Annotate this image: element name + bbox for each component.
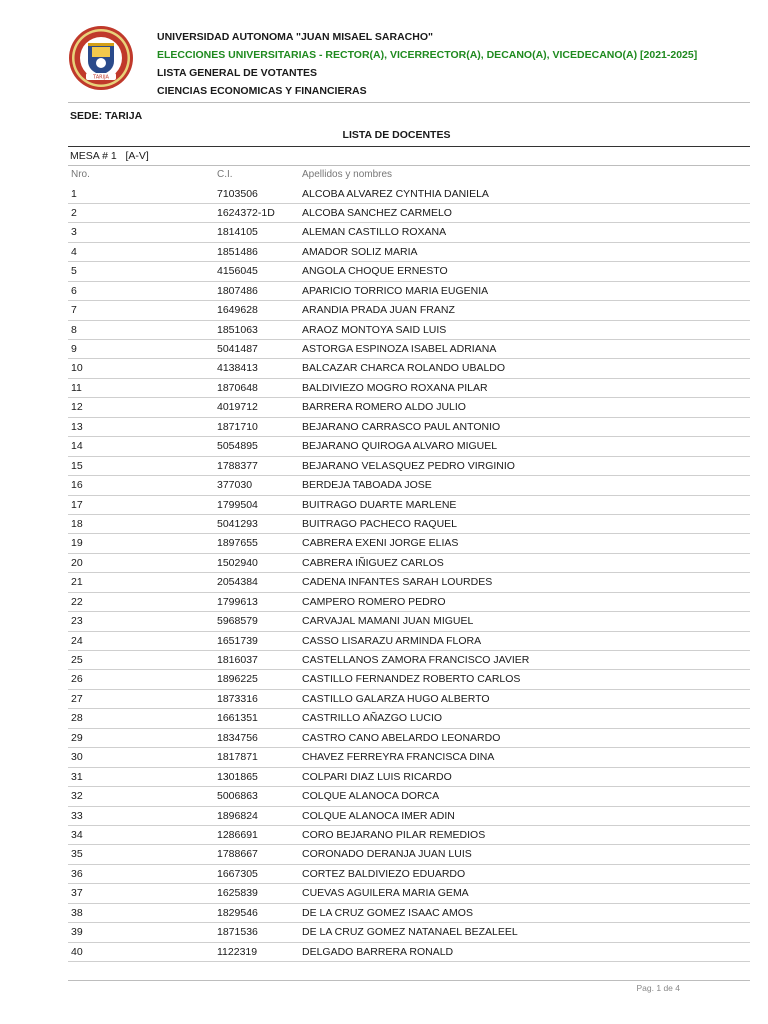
nro-cell: 28: [71, 712, 83, 725]
nro-cell: 20: [71, 556, 83, 569]
ci-cell: 1661351: [217, 712, 258, 725]
table-row: [68, 476, 750, 495]
name-cell: BARRERA ROMERO ALDO JULIO: [302, 401, 466, 414]
ci-cell: 1286691: [217, 828, 258, 841]
name-cell: COLQUE ALANOCA DORCA: [302, 790, 440, 803]
name-cell: BUITRAGO PACHECO RAQUEL: [302, 517, 457, 530]
name-cell: CASTILLO GALARZA HUGO ALBERTO: [302, 692, 490, 705]
svg-text:TARIJA: TARIJA: [93, 74, 109, 81]
nro-cell: 3: [71, 226, 77, 239]
name-cell: CADENA INFANTES SARAH LOURDES: [302, 576, 493, 589]
ci-cell: 1651739: [217, 634, 258, 647]
election-title: ELECCIONES UNIVERSITARIAS - RECTOR(A), VICERRECTOR(A), DECANO(A), VICEDECANO(A) [2021-2025]: [157, 49, 698, 61]
table-row: [68, 282, 750, 301]
ci-cell: 1788667: [217, 848, 258, 861]
ci-cell: 5006863: [217, 790, 258, 803]
ci-cell: 1624372-1D: [217, 206, 275, 219]
name-cell: CORONADO DERANJA JUAN LUIS: [302, 848, 472, 861]
name-cell: ASTORGA ESPINOZA ISABEL ADRIANA: [302, 343, 497, 355]
ci-cell: 1834756: [217, 731, 258, 744]
nro-cell: 23: [71, 615, 83, 628]
nro-cell: 36: [71, 867, 83, 880]
name-cell: DELGADO BARRERA RONALD: [302, 945, 454, 958]
nro-cell: 33: [71, 809, 83, 822]
ci-cell: 1301865: [217, 770, 258, 783]
name-cell: CABRERA IÑIGUEZ CARLOS: [302, 556, 444, 569]
nro-cell: 32: [71, 790, 83, 803]
nro-cell: 29: [71, 731, 83, 744]
nro-cell: 5: [71, 265, 77, 278]
nro-cell: 8: [71, 323, 77, 336]
list-title: LISTA GENERAL DE VOTANTES: [157, 67, 318, 79]
name-cell: CORTEZ BALDIVIEZO EDUARDO: [302, 867, 466, 880]
ci-cell: 2054384: [217, 576, 258, 589]
table-row: [68, 768, 750, 787]
nro-cell: 30: [71, 751, 83, 764]
name-cell: BEJARANO CARRASCO PAUL ANTONIO: [302, 420, 501, 433]
name-cell: CASSO LISARAZU ARMINDA FLORA: [302, 634, 482, 647]
table-row: [68, 943, 750, 962]
table-row: [68, 515, 750, 534]
ci-cell: 5041293: [217, 517, 258, 530]
name-cell: BERDEJA TABOADA JOSE: [302, 479, 432, 492]
name-cell: CASTELLANOS ZAMORA FRANCISCO JAVIER: [302, 654, 530, 666]
ci-cell: 1870648: [217, 381, 258, 394]
nro-cell: 39: [71, 926, 83, 939]
ci-cell: 1502940: [217, 556, 258, 569]
column-header-nro: Nro.: [71, 169, 90, 180]
nro-cell: 15: [71, 459, 83, 472]
table-row: [68, 651, 750, 670]
name-cell: BEJARANO VELASQUEZ PEDRO VIRGINIO: [302, 459, 515, 472]
table-row: [68, 204, 750, 223]
name-cell: ARAOZ MONTOYA SAID LUIS: [302, 323, 447, 336]
table-row: [68, 865, 750, 884]
ci-cell: 1817871: [217, 751, 258, 764]
table-row: [68, 398, 750, 417]
nro-cell: 17: [71, 498, 83, 511]
name-cell: BEJARANO QUIROGA ALVARO MIGUEL: [302, 440, 498, 453]
name-cell: ARANDIA PRADA JUAN FRANZ: [302, 304, 455, 317]
nro-cell: 7: [71, 304, 77, 317]
ci-cell: 4019712: [217, 401, 258, 414]
table-row: [68, 262, 750, 281]
table-row: [68, 185, 750, 204]
nro-cell: 40: [71, 945, 83, 958]
table-row: [68, 496, 750, 515]
name-cell: DE LA CRUZ GOMEZ NATANAEL BEZALEEL: [302, 926, 518, 939]
header-divider: [68, 102, 750, 103]
ci-cell: 1667305: [217, 867, 258, 880]
nro-cell: 11: [71, 381, 82, 394]
nro-cell: 16: [71, 479, 83, 492]
ci-cell: 1871536: [217, 926, 258, 939]
name-cell: ALEMAN CASTILLO ROXANA: [302, 226, 447, 239]
ci-cell: 1788377: [217, 459, 258, 472]
nro-cell: 22: [71, 595, 83, 608]
table-row: [68, 807, 750, 826]
table-row: [68, 554, 750, 573]
nro-cell: 34: [71, 828, 83, 841]
nro-cell: 21: [71, 576, 83, 589]
column-header-name: Apellidos y nombres: [302, 169, 393, 180]
table-row: [68, 534, 750, 553]
nro-cell: 4: [71, 245, 77, 258]
table-row: [68, 593, 750, 612]
name-cell: BALDIVIEZO MOGRO ROXANA PILAR: [302, 381, 488, 394]
table-row: [68, 223, 750, 242]
table-row: [68, 612, 750, 631]
table-row: [68, 632, 750, 651]
table-row: [68, 359, 750, 378]
name-cell: CABRERA EXENI JORGE ELIAS: [302, 537, 459, 550]
ci-cell: 1799504: [217, 498, 258, 511]
ci-cell: 1851486: [217, 245, 258, 258]
ci-cell: 1871710: [217, 420, 258, 433]
ci-cell: 1625839: [217, 887, 258, 900]
name-cell: ALCOBA SANCHEZ CARMELO: [302, 206, 452, 219]
ci-cell: 1829546: [217, 906, 258, 919]
nro-cell: 12: [71, 401, 83, 414]
nro-cell: 18: [71, 517, 83, 530]
ci-cell: 1873316: [217, 692, 258, 705]
name-cell: BUITRAGO DUARTE MARLENE: [302, 498, 457, 511]
table-row: [68, 826, 750, 845]
ci-cell: 377030: [217, 479, 253, 492]
column-header-ci: C.I.: [217, 169, 233, 180]
ci-cell: 1807486: [217, 284, 258, 297]
nro-cell: 10: [71, 362, 83, 375]
nro-cell: 6: [71, 284, 77, 297]
table-row: [68, 787, 750, 806]
name-cell: CORO BEJARANO PILAR REMEDIOS: [302, 828, 486, 841]
nro-cell: 27: [71, 692, 83, 705]
table-top-divider: [68, 146, 750, 147]
sede-label: SEDE: TARIJA: [70, 110, 143, 122]
footer-divider: [68, 980, 750, 981]
ci-cell: 1816037: [217, 654, 258, 666]
nro-cell: 9: [71, 343, 77, 355]
ci-cell: 1799613: [217, 595, 258, 608]
name-cell: CASTRO CANO ABELARDO LEONARDO: [302, 731, 501, 744]
name-cell: ANGOLA CHOQUE ERNESTO: [302, 265, 448, 278]
table-row: [68, 301, 750, 320]
ci-cell: 1897655: [217, 537, 258, 550]
nro-cell: 14: [71, 440, 83, 453]
mesa-label: MESA # 1 [A-V]: [70, 150, 149, 162]
nro-cell: 38: [71, 906, 83, 919]
nro-cell: 13: [71, 420, 83, 433]
name-cell: ALCOBA ALVAREZ CYNTHIA DANIELA: [302, 187, 489, 200]
ci-cell: 7103506: [217, 187, 258, 200]
nro-cell: 19: [71, 537, 83, 550]
university-seal-icon: [68, 25, 134, 91]
table-row: [68, 243, 750, 262]
list-name: LISTA DE DOCENTES: [342, 129, 451, 141]
table-row: [68, 670, 750, 689]
name-cell: CARVAJAL MAMANI JUAN MIGUEL: [302, 615, 474, 628]
name-cell: BALCAZAR CHARCA ROLANDO UBALDO: [302, 362, 506, 375]
ci-cell: 1122319: [217, 945, 258, 958]
page-number: Pag. 1 de 4: [636, 983, 680, 993]
table-row: [68, 573, 750, 592]
name-cell: CUEVAS AGUILERA MARIA GEMA: [302, 887, 469, 900]
nro-cell: 37: [71, 887, 83, 900]
table-row: [68, 923, 750, 942]
nro-cell: 31: [71, 770, 83, 783]
name-cell: APARICIO TORRICO MARIA EUGENIA: [302, 284, 489, 297]
name-cell: CHAVEZ FERREYRA FRANCISCA DINA: [302, 751, 495, 764]
ci-cell: 5041487: [217, 343, 258, 355]
ci-cell: 5054895: [217, 440, 258, 453]
ci-cell: 1814105: [217, 226, 258, 239]
ci-cell: 1896824: [217, 809, 258, 822]
table-row: [68, 437, 750, 456]
name-cell: CASTILLO FERNANDEZ ROBERTO CARLOS: [302, 673, 521, 686]
table-row: [68, 709, 750, 728]
table-row: [68, 418, 750, 437]
table-row: [68, 379, 750, 398]
table-row: [68, 729, 750, 748]
ci-cell: 1851063: [217, 323, 258, 336]
name-cell: COLPARI DIAZ LUIS RICARDO: [302, 770, 452, 783]
ci-cell: 4156045: [217, 265, 258, 278]
table-row: [68, 904, 750, 923]
table-row: [68, 884, 750, 903]
document-header: [157, 28, 697, 100]
nro-cell: 35: [71, 848, 83, 861]
name-cell: CAMPERO ROMERO PEDRO: [302, 595, 446, 608]
column-header-divider: [68, 165, 750, 166]
table-row: [68, 340, 750, 359]
table-row: [68, 321, 750, 340]
ci-cell: 1649628: [217, 304, 258, 317]
nro-cell: 25: [71, 654, 83, 666]
ci-cell: 4138413: [217, 362, 258, 375]
voter-table: [68, 185, 750, 963]
university-name: UNIVERSIDAD AUTONOMA "JUAN MISAEL SARACHO": [157, 31, 433, 43]
nro-cell: 24: [71, 634, 83, 647]
table-row: [68, 845, 750, 864]
name-cell: AMADOR SOLIZ MARIA: [302, 245, 418, 258]
name-cell: CASTRILLO AÑAZGO LUCIO: [302, 712, 443, 725]
nro-cell: 2: [71, 206, 77, 219]
name-cell: COLQUE ALANOCA IMER ADIN: [302, 809, 455, 822]
table-row: [68, 457, 750, 476]
nro-cell: 26: [71, 673, 83, 686]
nro-cell: 1: [71, 187, 77, 200]
table-row: [68, 748, 750, 767]
table-row: [68, 690, 750, 709]
ci-cell: 5968579: [217, 615, 258, 628]
name-cell: DE LA CRUZ GOMEZ ISAAC AMOS: [302, 906, 473, 919]
faculty-name: CIENCIAS ECONOMICAS Y FINANCIERAS: [157, 85, 367, 97]
ci-cell: 1896225: [217, 673, 258, 686]
